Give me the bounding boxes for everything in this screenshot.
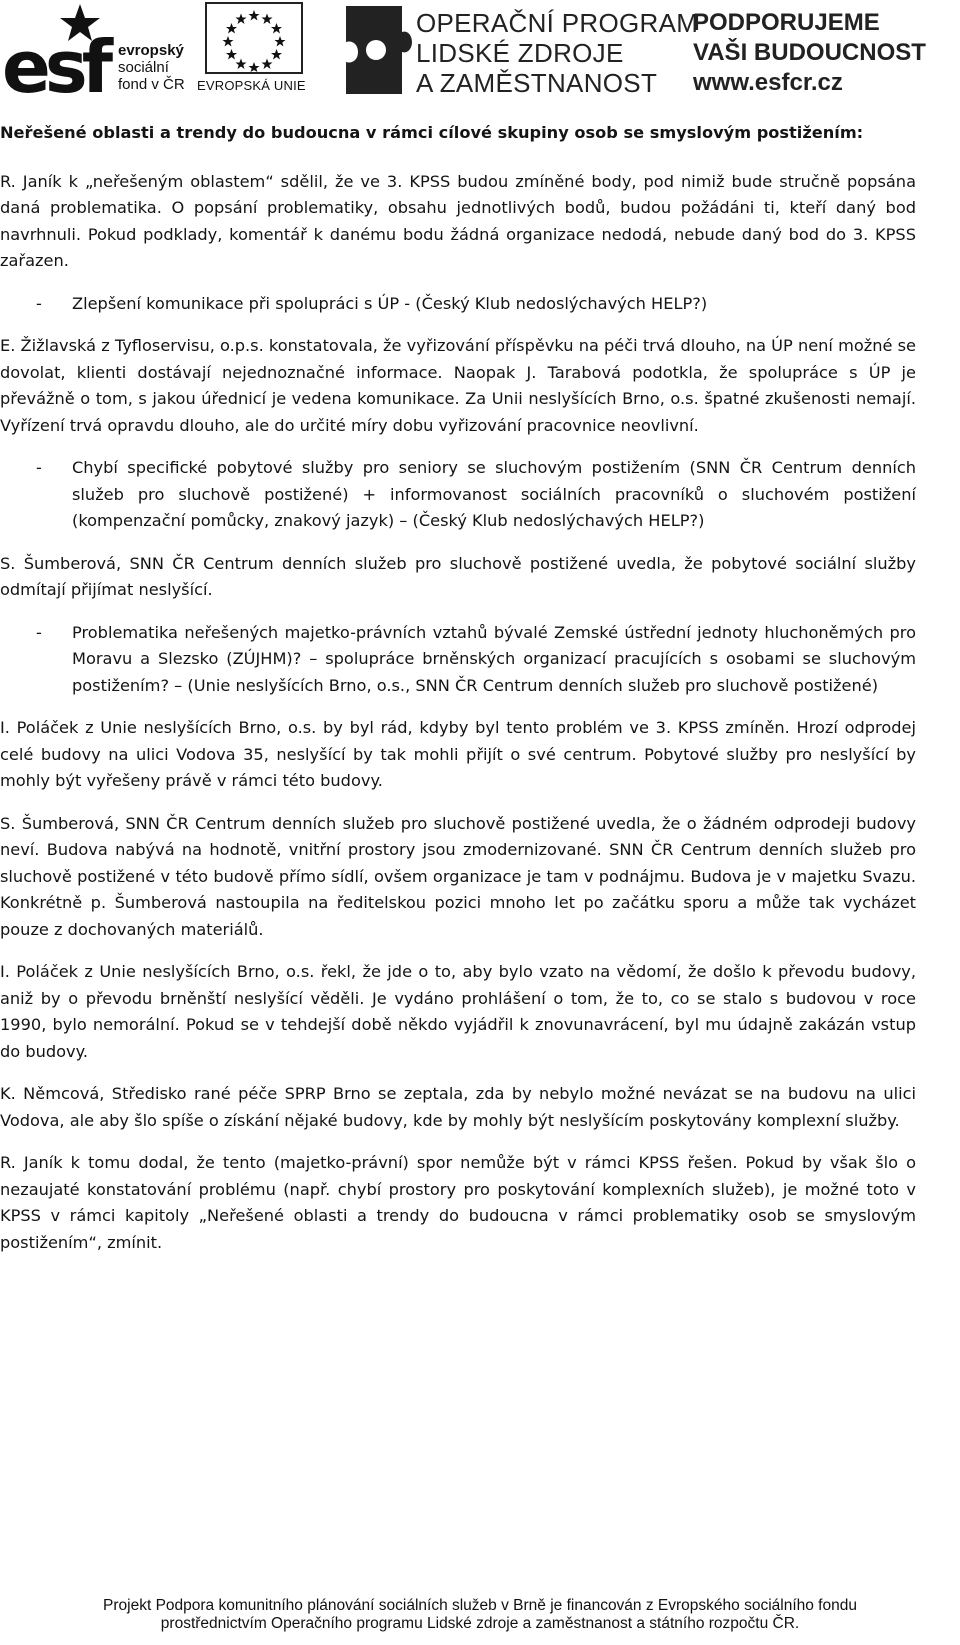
bullet-dash: - (36, 293, 42, 313)
paragraph: R. Janík k tomu dodal, že tento (majetko-právní) spor nemůže být v rámci KPSS řešen. Pokud by však šlo o nezaujaté konstatování problému (např. chybí prostory pro poskytování komplexních služeb), je možné toto v KPSS v rámci kapitoly „Neřešené oblasti a trendy do budoucna v rámci problematiky osob se smyslovým postižením“, zmínit. (0, 1153, 916, 1252)
op-puzzle-logo (342, 2, 412, 98)
puzzle-icon (342, 2, 412, 98)
support-line: VAŠI BUDOUCNOST (693, 39, 926, 66)
bullet-dash: - (36, 622, 42, 642)
eu-flag (205, 2, 303, 74)
eu-stars-icon (207, 4, 301, 72)
paragraph: I. Poláček z Unie neslyšících Brno, o.s. by byl rád, kdyby byl tento problém ve 3. KPSS zmíněn. Hrozí odprodej celé budovy na ulici Vodova 35, neslyšící by tak mohli přijít o své centrum. Pobytové služby pro neslyšící by mohly být vyřešeny právě v rámci této budovy. (0, 718, 916, 790)
paragraph: R. Janík k „neřešeným oblastem“ sdělil, že ve 3. KPSS budou zmíněné body, pod nimiž bude stručně popsána daná problematika. O popsání problematiky, obsahu jednotlivých bodů, budou požádáni ti, kteří daný bod navrhnuli. Pokud podklady, komentář k danému bodu žádná organizace nedodá, nebude daný bod do 3. KPSS zařazen. (0, 171, 916, 270)
paragraph: E. Žižlavská z Tyfloservisu, o.p.s. konstatovala, že vyřizování příspěvku na péči trvá dlouho, na ÚP není možné se dovolat, klienti dostávají nejednoznačné informace. Naopak J. Tarabová podotkla, že spolupráce s ÚP je převážně o tom, s jakou úřednicí je vedena komunikace. Za Unii neslyšících Brno, o.s. špatné zkušenosti nemají. Vyřízení trvá opravdu dlouho, ale do určité míry dobu vyřizování pracovnice neovlivní. (0, 336, 916, 435)
bullet-text: Problematika neřešených majetko-právních vztahů bývalé Zemské ústřední jednoty hluchoněmých pro Moravu a Slezsko (ZÚJHM)? – spolupráce brněnských organizací pracujících s osobami se sluchovým postižením? – (Unie neslyšících Brno, o.s., SNN ČR Centrum denních služeb pro sluchově postižené) (72, 622, 916, 695)
paragraph: I. Poláček z Unie neslyšících Brno, o.s. řekl, že jde o to, aby bylo vzato na vědomí, že došlo k převodu budovy, aniž by o převodu brněnští neslyšící věděli. Je vydáno prohlášení o tom, že to, co se stalo s budovou v roce 1990, bylo nemorální. Pokud se v tehdejší době někdo vyjádřil k znovunavrácení, byl mu údajně zakázán vstup do budovy. (0, 962, 916, 1061)
document-body (0, 120, 916, 1256)
bullet-text: Chybí specifické pobytové služby pro seniory se sluchovým postižením (SNN ČR Centrum denních služeb pro sluchově postižené) + informovanost sociálních pracovníků o sluchovém postižení (kompenzační pomůcky, znakový jazyk) – (Český Klub nedoslýchavých HELP?) (72, 458, 916, 530)
page-header (0, 0, 960, 110)
eu-logo (197, 2, 309, 100)
website-link[interactable]: www.esfcr.cz (693, 69, 843, 96)
op-label-line: LIDSKÉ ZDROJE (416, 38, 624, 68)
bullet-item (0, 620, 916, 700)
esf-mark: esf (2, 25, 108, 109)
esf-label (118, 42, 185, 93)
esf-logo (0, 2, 190, 109)
paragraph: K. Němcová, Středisko rané péče SPRP Brno se zeptala, zda by nebylo možné nevázat se na budovu na ulici Vodova, ale aby šlo spíše o získání nějaké budovy, kde by mohly být neslyšícím poskytovány komplexní služby. (0, 1084, 916, 1130)
support-label (693, 8, 926, 98)
op-label (416, 8, 698, 98)
paragraph: S. Šumberová, SNN ČR Centrum denních služeb pro sluchově postižené uvedla, že pobytové sociální služby odmítají přijímat neslyšící. (0, 553, 916, 599)
op-label-line: A ZAMĚSTNANOST (416, 68, 658, 98)
esf-label-line: fond v ČR (118, 76, 185, 93)
support-line: PODPORUJEME (693, 9, 880, 36)
section-heading: Neřešené oblasti a trendy do budoucna v rámci cílové skupiny osob se smyslovým postižením: (0, 123, 864, 142)
op-label-line: OPERAČNÍ PROGRAM (416, 8, 699, 38)
bullet-item (0, 455, 916, 535)
paragraph: S. Šumberová, SNN ČR Centrum denních služeb pro sluchově postižené uvedla, že o žádném odprodeji budovy neví. Budova nabývá na hodnotě, vnitřní prostory jsou zmodernizované. SNN ČR Centrum denních služeb pro sluchově postižené v této budově přímo sídlí, ovšem organizace je tam v podnájmu. Budova je v majetku Svazu. Konkrétně p. Šumberová nastoupila na ředitelskou pozici mnoho let po začátku sporu a může tak vycházet pouze z dochovaných materiálů. (0, 813, 916, 939)
esf-label-line: evropský (118, 42, 184, 59)
page-footer (0, 1597, 960, 1633)
bullet-text: Zlepšení komunikace při spolupráci s ÚP - (Český Klub nedoslýchavých HELP?) (72, 293, 708, 313)
esf-label-line: sociální (118, 59, 169, 76)
eu-label: EVROPSKÁ UNIE (197, 78, 306, 93)
footer-line: prostřednictvím Operačního programu Lidské zdroje a zaměstnanost a státního rozpočtu ČR. (160, 1615, 800, 1632)
bullet-item (0, 291, 916, 318)
bullet-dash: - (36, 458, 42, 477)
footer-line: Projekt Podpora komunitního plánování sociálních služeb v Brně je financován z Evropského sociálního fondu (103, 1597, 857, 1614)
